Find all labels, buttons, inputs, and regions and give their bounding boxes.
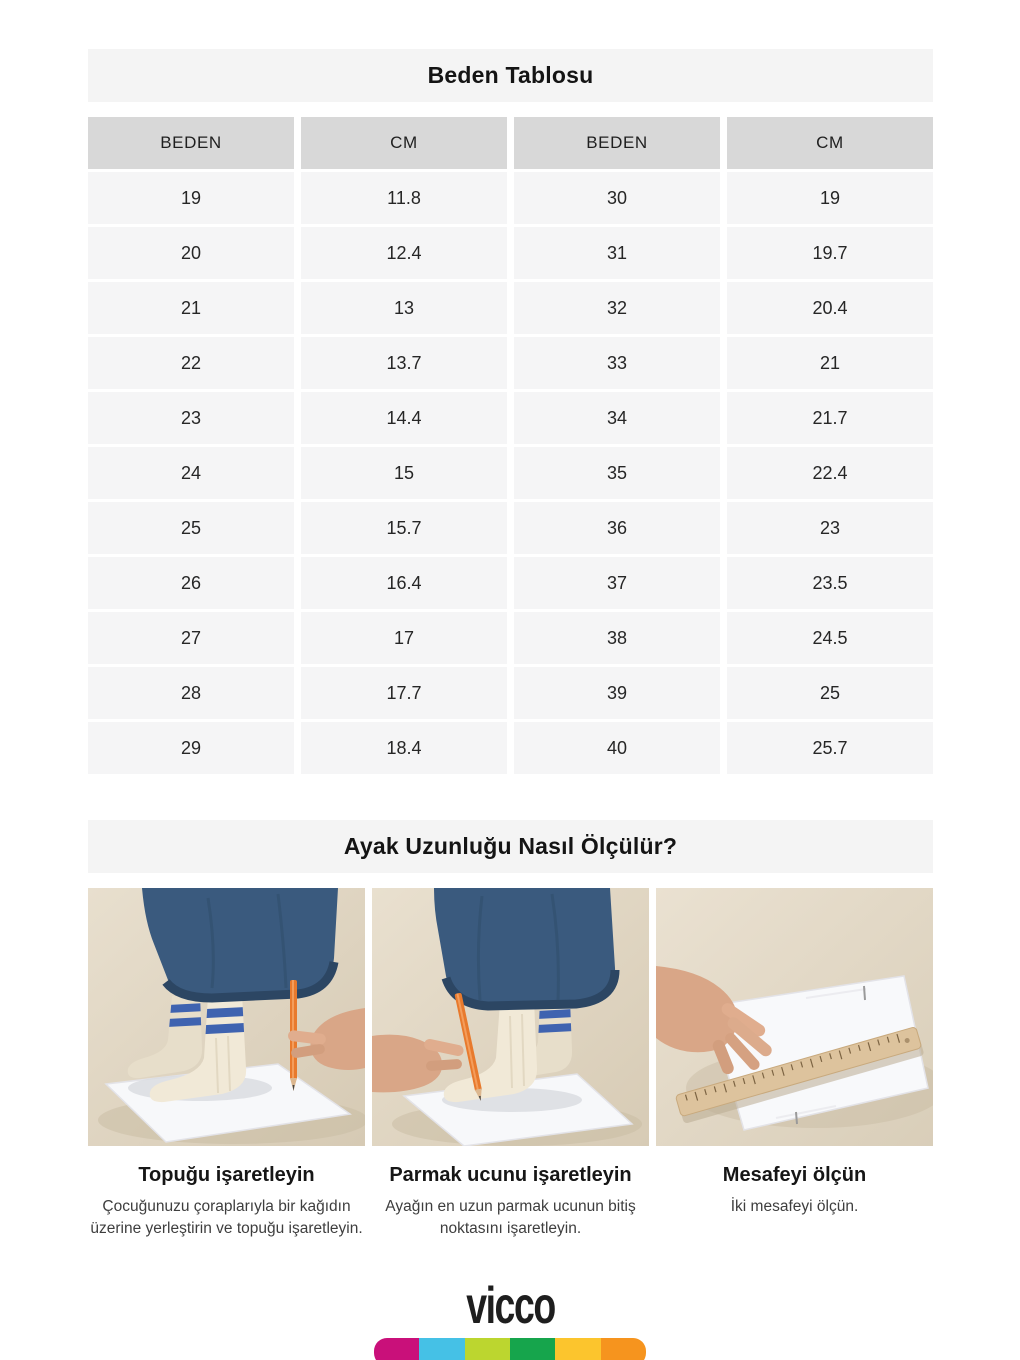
brand-color-segment [510,1338,555,1360]
table-cell: 13.7 [301,337,507,389]
brand-name: vicco [465,1277,555,1335]
table-cell: 15 [301,447,507,499]
table-cell: 20.4 [727,282,933,334]
mark-heel-photo [88,888,365,1146]
table-cell: 38 [514,612,720,664]
table-cell: 21 [88,282,294,334]
table-cell: 24.5 [727,612,933,664]
table-cell: 37 [514,557,720,609]
brand-color-segment [465,1338,510,1360]
size-table [88,117,933,774]
step-description: Ayağın en uzun parmak ucunun bitiş noktasını işaretleyin. [385,1198,636,1238]
table-cell: 25.7 [727,722,933,774]
table-header-cell: BEDEN [514,117,720,169]
table-cell: 23 [88,392,294,444]
measure-section-title: Ayak Uzunluğu Nasıl Ölçülür? [343,833,678,859]
measure-section-title-panel [88,820,933,873]
brand-color-bar [374,1338,646,1360]
measure-step-toe [372,888,649,1241]
table-cell: 32 [514,282,720,334]
step-title: Parmak ucunu işaretleyin [389,1164,632,1186]
table-cell: 39 [514,667,720,719]
table-header-cell: CM [727,117,933,169]
table-cell: 14.4 [301,392,507,444]
step-title: Mesafeyi ölçün [722,1164,867,1186]
table-cell: 24 [88,447,294,499]
vicco-logo [0,1276,1020,1336]
table-cell: 19 [727,172,933,224]
table-cell: 34 [514,392,720,444]
measure-steps-row [88,888,933,1241]
table-cell: 28 [88,667,294,719]
table-cell: 30 [514,172,720,224]
measure-distance-photo [656,888,933,1146]
table-cell: 16.4 [301,557,507,609]
table-cell: 40 [514,722,720,774]
brand-color-segment [419,1338,464,1360]
table-cell: 22 [88,337,294,389]
mark-toe-photo [372,888,649,1146]
size-table-title-panel [88,49,933,102]
step-description: İki mesafeyi ölçün. [730,1198,859,1215]
size-table-title: Beden Tablosu [427,62,594,88]
table-cell: 11.8 [301,172,507,224]
measure-step-heel [88,888,365,1241]
table-cell: 22.4 [727,447,933,499]
table-cell: 25 [88,502,294,554]
brand-color-segment [374,1338,419,1360]
step-title: Topuğu işaretleyin [138,1164,315,1186]
table-cell: 36 [514,502,720,554]
table-cell: 19.7 [727,227,933,279]
brand-color-segment [601,1338,646,1360]
table-cell: 12.4 [301,227,507,279]
table-cell: 23 [727,502,933,554]
table-cell: 20 [88,227,294,279]
table-cell: 13 [301,282,507,334]
table-cell: 15.7 [301,502,507,554]
step-description: Çocuğunuzu çoraplarıyla bir kağıdın üzerine yerleştirin ve topuğu işaretleyin. [90,1198,363,1238]
table-cell: 31 [514,227,720,279]
measure-step-distance [656,888,933,1241]
table-cell: 17.7 [301,667,507,719]
table-cell: 17 [301,612,507,664]
table-cell: 18.4 [301,722,507,774]
table-header-cell: CM [301,117,507,169]
table-cell: 21.7 [727,392,933,444]
table-cell: 23.5 [727,557,933,609]
table-cell: 26 [88,557,294,609]
brand-color-segment [555,1338,600,1360]
table-cell: 29 [88,722,294,774]
table-cell: 27 [88,612,294,664]
table-cell: 35 [514,447,720,499]
table-cell: 19 [88,172,294,224]
table-header-cell: BEDEN [88,117,294,169]
table-cell: 33 [514,337,720,389]
table-cell: 21 [727,337,933,389]
table-cell: 25 [727,667,933,719]
